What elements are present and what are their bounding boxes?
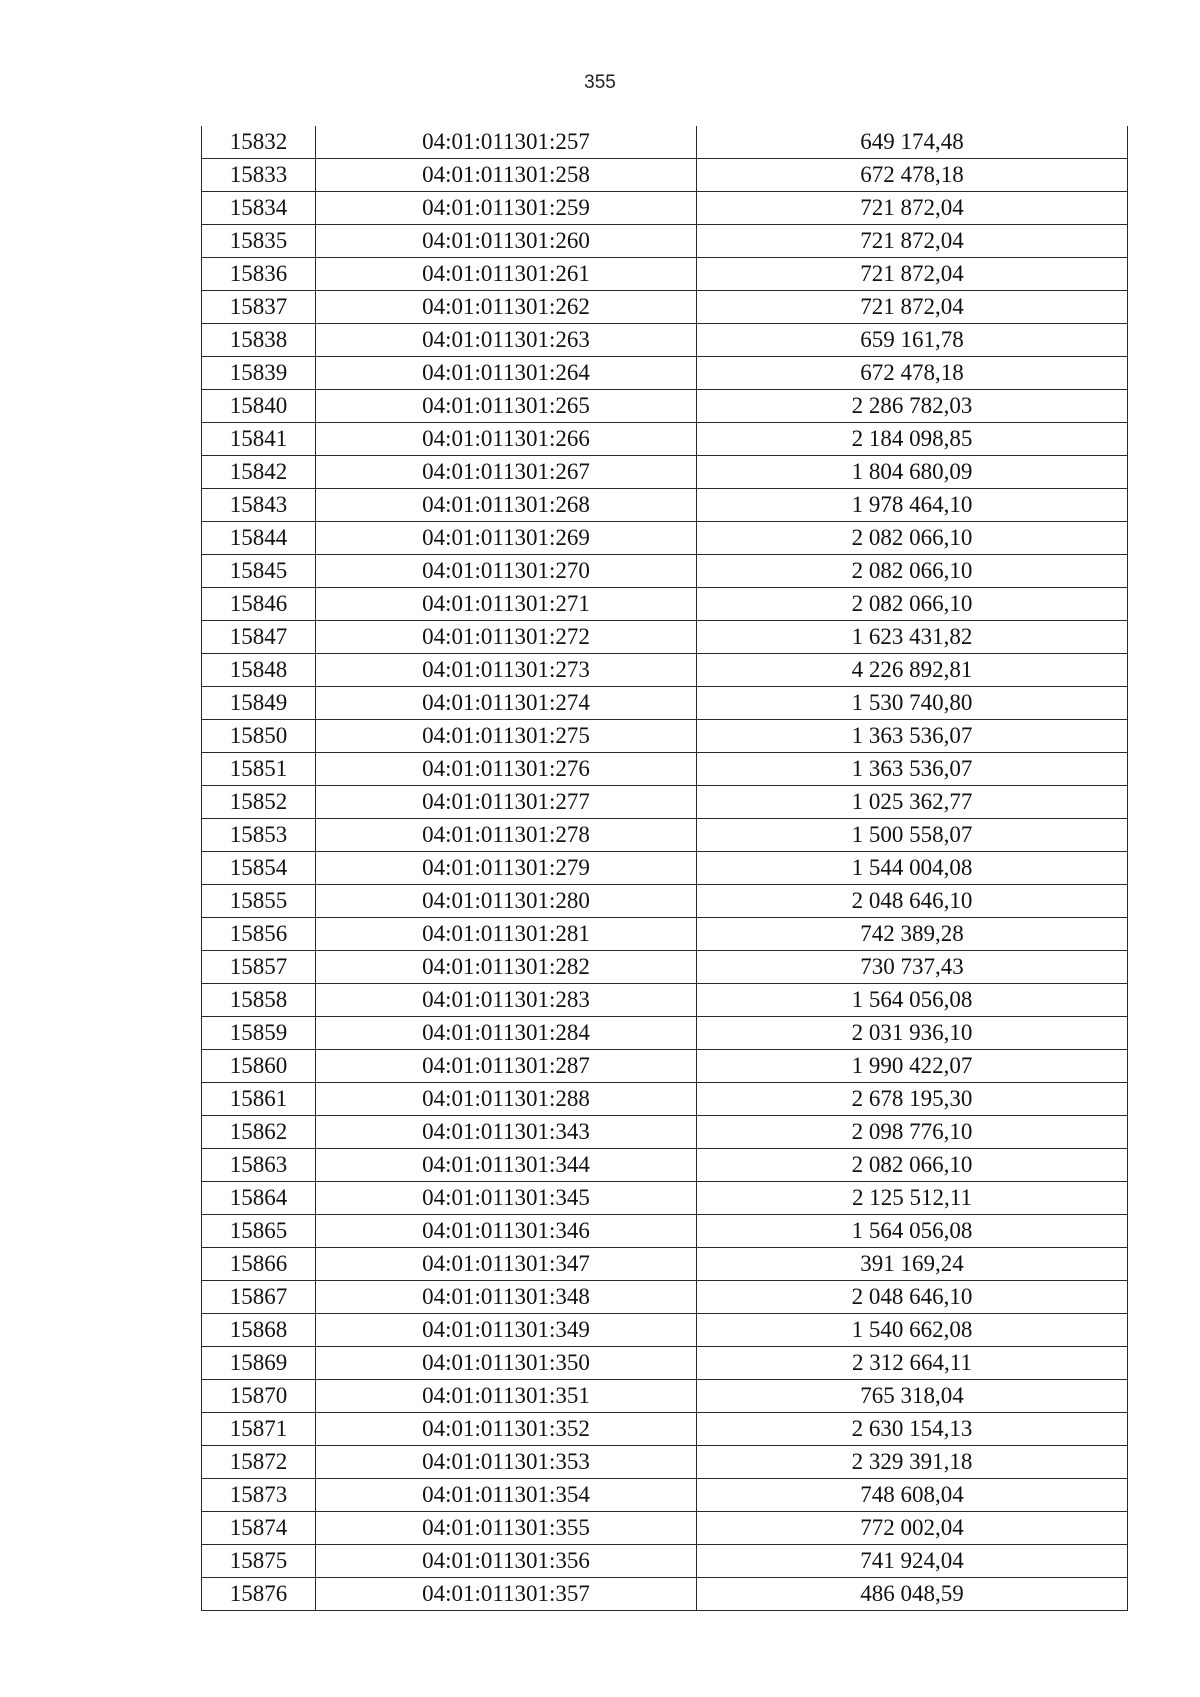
row-number-cell: 15839 <box>202 357 316 390</box>
cadastral-number-cell: 04:01:011301:265 <box>316 390 697 423</box>
cadastral-value-cell: 1 540 662,08 <box>697 1314 1128 1347</box>
table-row <box>202 621 1128 654</box>
table-row <box>202 423 1128 456</box>
row-number-cell: 15832 <box>202 126 316 159</box>
cadastral-number-cell: 04:01:011301:264 <box>316 357 697 390</box>
row-number-cell: 15874 <box>202 1512 316 1545</box>
table-row <box>202 1314 1128 1347</box>
table-row <box>202 588 1128 621</box>
table-row <box>202 687 1128 720</box>
cadastral-number-cell: 04:01:011301:272 <box>316 621 697 654</box>
table-row <box>202 1248 1128 1281</box>
row-number-cell: 15842 <box>202 456 316 489</box>
row-number-cell: 15865 <box>202 1215 316 1248</box>
row-number-cell: 15844 <box>202 522 316 555</box>
cadastral-number-cell: 04:01:011301:287 <box>316 1050 697 1083</box>
cadastral-value-cell: 1 623 431,82 <box>697 621 1128 654</box>
cadastral-number-cell: 04:01:011301:259 <box>316 192 697 225</box>
table-row <box>202 555 1128 588</box>
cadastral-number-cell: 04:01:011301:258 <box>316 159 697 192</box>
cadastral-value-cell: 1 544 004,08 <box>697 852 1128 885</box>
table-row <box>202 885 1128 918</box>
cadastral-value-cell: 721 872,04 <box>697 258 1128 291</box>
cadastral-value-cell: 1 990 422,07 <box>697 1050 1128 1083</box>
table-row <box>202 1050 1128 1083</box>
cadastral-value-cell: 2 125 512,11 <box>697 1182 1128 1215</box>
row-number-cell: 15846 <box>202 588 316 621</box>
table-row <box>202 654 1128 687</box>
cadastral-value-cell: 672 478,18 <box>697 357 1128 390</box>
cadastral-value-cell: 2 286 782,03 <box>697 390 1128 423</box>
row-number-cell: 15852 <box>202 786 316 819</box>
cadastral-number-cell: 04:01:011301:263 <box>316 324 697 357</box>
cadastral-number-cell: 04:01:011301:351 <box>316 1380 697 1413</box>
row-number-cell: 15850 <box>202 720 316 753</box>
cadastral-number-cell: 04:01:011301:276 <box>316 753 697 786</box>
cadastral-value-cell: 2 184 098,85 <box>697 423 1128 456</box>
row-number-cell: 15875 <box>202 1545 316 1578</box>
cadastral-number-cell: 04:01:011301:261 <box>316 258 697 291</box>
cadastral-value-cell: 2 678 195,30 <box>697 1083 1128 1116</box>
cadastral-value-cell: 486 048,59 <box>697 1578 1128 1611</box>
cadastral-number-cell: 04:01:011301:281 <box>316 918 697 951</box>
cadastral-value-cell: 721 872,04 <box>697 291 1128 324</box>
cadastral-number-cell: 04:01:011301:353 <box>316 1446 697 1479</box>
cadastral-value-cell: 672 478,18 <box>697 159 1128 192</box>
table-row <box>202 489 1128 522</box>
cadastral-number-cell: 04:01:011301:275 <box>316 720 697 753</box>
cadastral-value-cell: 2 082 066,10 <box>697 555 1128 588</box>
cadastral-number-cell: 04:01:011301:349 <box>316 1314 697 1347</box>
cadastral-number-cell: 04:01:011301:282 <box>316 951 697 984</box>
cadastral-number-cell: 04:01:011301:271 <box>316 588 697 621</box>
cadastral-number-cell: 04:01:011301:352 <box>316 1413 697 1446</box>
table-row <box>202 192 1128 225</box>
cadastral-value-cell: 1 564 056,08 <box>697 984 1128 1017</box>
table-row <box>202 1578 1128 1611</box>
cadastral-number-cell: 04:01:011301:283 <box>316 984 697 1017</box>
row-number-cell: 15843 <box>202 489 316 522</box>
row-number-cell: 15861 <box>202 1083 316 1116</box>
cadastral-number-cell: 04:01:011301:346 <box>316 1215 697 1248</box>
cadastral-value-cell: 1 025 362,77 <box>697 786 1128 819</box>
cadastral-number-cell: 04:01:011301:354 <box>316 1479 697 1512</box>
table-row <box>202 819 1128 852</box>
table-row <box>202 1380 1128 1413</box>
cadastral-value-cell: 748 608,04 <box>697 1479 1128 1512</box>
cadastral-value-cell: 1 530 740,80 <box>697 687 1128 720</box>
row-number-cell: 15868 <box>202 1314 316 1347</box>
row-number-cell: 15869 <box>202 1347 316 1380</box>
row-number-cell: 15853 <box>202 819 316 852</box>
table-row <box>202 1545 1128 1578</box>
cadastral-value-cell: 730 737,43 <box>697 951 1128 984</box>
table-row <box>202 1215 1128 1248</box>
table-row <box>202 786 1128 819</box>
table-row <box>202 1446 1128 1479</box>
cadastral-value-cell: 2 082 066,10 <box>697 1149 1128 1182</box>
row-number-cell: 15845 <box>202 555 316 588</box>
cadastral-number-cell: 04:01:011301:273 <box>316 654 697 687</box>
table-row <box>202 291 1128 324</box>
cadastral-number-cell: 04:01:011301:350 <box>316 1347 697 1380</box>
table-row <box>202 720 1128 753</box>
cadastral-value-cell: 659 161,78 <box>697 324 1128 357</box>
table-row <box>202 852 1128 885</box>
row-number-cell: 15871 <box>202 1413 316 1446</box>
row-number-cell: 15840 <box>202 390 316 423</box>
table-row <box>202 1083 1128 1116</box>
row-number-cell: 15841 <box>202 423 316 456</box>
cadastral-value-cell: 4 226 892,81 <box>697 654 1128 687</box>
table-row <box>202 1347 1128 1380</box>
cadastral-number-cell: 04:01:011301:279 <box>316 852 697 885</box>
row-number-cell: 15873 <box>202 1479 316 1512</box>
cadastral-value-cell: 742 389,28 <box>697 918 1128 951</box>
cadastral-number-cell: 04:01:011301:347 <box>316 1248 697 1281</box>
cadastral-number-cell: 04:01:011301:280 <box>316 885 697 918</box>
cadastral-number-cell: 04:01:011301:277 <box>316 786 697 819</box>
table-row <box>202 1182 1128 1215</box>
row-number-cell: 15866 <box>202 1248 316 1281</box>
cadastral-value-cell: 1 804 680,09 <box>697 456 1128 489</box>
table-row <box>202 225 1128 258</box>
cadastral-number-cell: 04:01:011301:270 <box>316 555 697 588</box>
row-number-cell: 15862 <box>202 1116 316 1149</box>
row-number-cell: 15847 <box>202 621 316 654</box>
row-number-cell: 15857 <box>202 951 316 984</box>
cadastral-number-cell: 04:01:011301:348 <box>316 1281 697 1314</box>
row-number-cell: 15837 <box>202 291 316 324</box>
cadastral-value-cell: 2 630 154,13 <box>697 1413 1128 1446</box>
cadastral-number-cell: 04:01:011301:266 <box>316 423 697 456</box>
table-row <box>202 258 1128 291</box>
cadastral-value-cell: 1 564 056,08 <box>697 1215 1128 1248</box>
cadastral-value-cell: 1 363 536,07 <box>697 720 1128 753</box>
cadastral-value-cell: 2 098 776,10 <box>697 1116 1128 1149</box>
table-row <box>202 324 1128 357</box>
table-row <box>202 1479 1128 1512</box>
row-number-cell: 15867 <box>202 1281 316 1314</box>
table-row <box>202 984 1128 1017</box>
table-row <box>202 522 1128 555</box>
table-row <box>202 126 1128 159</box>
cadastral-value-cell: 2 048 646,10 <box>697 1281 1128 1314</box>
row-number-cell: 15854 <box>202 852 316 885</box>
cadastral-value-cell: 2 031 936,10 <box>697 1017 1128 1050</box>
cadastral-value-cell: 1 500 558,07 <box>697 819 1128 852</box>
table-row <box>202 390 1128 423</box>
cadastral-number-cell: 04:01:011301:344 <box>316 1149 697 1182</box>
cadastral-value-cell: 765 318,04 <box>697 1380 1128 1413</box>
row-number-cell: 15864 <box>202 1182 316 1215</box>
row-number-cell: 15835 <box>202 225 316 258</box>
cadastral-number-cell: 04:01:011301:343 <box>316 1116 697 1149</box>
row-number-cell: 15859 <box>202 1017 316 1050</box>
cadastral-value-cell: 1 363 536,07 <box>697 753 1128 786</box>
cadastral-number-cell: 04:01:011301:288 <box>316 1083 697 1116</box>
cadastral-value-cell: 741 924,04 <box>697 1545 1128 1578</box>
table-row <box>202 1116 1128 1149</box>
table-row <box>202 918 1128 951</box>
cadastral-value-cell: 2 312 664,11 <box>697 1347 1128 1380</box>
cadastral-number-cell: 04:01:011301:357 <box>316 1578 697 1611</box>
cadastral-value-cell: 2 082 066,10 <box>697 588 1128 621</box>
table-row <box>202 1017 1128 1050</box>
cadastral-number-cell: 04:01:011301:356 <box>316 1545 697 1578</box>
cadastral-number-cell: 04:01:011301:260 <box>316 225 697 258</box>
cadastral-value-cell: 721 872,04 <box>697 225 1128 258</box>
row-number-cell: 15848 <box>202 654 316 687</box>
table-row <box>202 951 1128 984</box>
cadastral-number-cell: 04:01:011301:345 <box>316 1182 697 1215</box>
cadastral-value-cell: 2 329 391,18 <box>697 1446 1128 1479</box>
table-row <box>202 753 1128 786</box>
row-number-cell: 15849 <box>202 687 316 720</box>
table-row <box>202 159 1128 192</box>
cadastral-number-cell: 04:01:011301:355 <box>316 1512 697 1545</box>
row-number-cell: 15876 <box>202 1578 316 1611</box>
cadastral-number-cell: 04:01:011301:268 <box>316 489 697 522</box>
cadastral-value-cell: 2 082 066,10 <box>697 522 1128 555</box>
row-number-cell: 15851 <box>202 753 316 786</box>
cadastral-number-cell: 04:01:011301:262 <box>316 291 697 324</box>
cadastral-number-cell: 04:01:011301:267 <box>316 456 697 489</box>
table-row <box>202 357 1128 390</box>
row-number-cell: 15870 <box>202 1380 316 1413</box>
row-number-cell: 15860 <box>202 1050 316 1083</box>
cadastral-number-cell: 04:01:011301:284 <box>316 1017 697 1050</box>
row-number-cell: 15863 <box>202 1149 316 1182</box>
row-number-cell: 15872 <box>202 1446 316 1479</box>
table-row <box>202 1281 1128 1314</box>
cadastral-number-cell: 04:01:011301:278 <box>316 819 697 852</box>
row-number-cell: 15834 <box>202 192 316 225</box>
row-number-cell: 15858 <box>202 984 316 1017</box>
cadastral-number-cell: 04:01:011301:274 <box>316 687 697 720</box>
cadastral-value-cell: 721 872,04 <box>697 192 1128 225</box>
cadastral-value-cell: 649 174,48 <box>697 126 1128 159</box>
cadastral-value-cell: 2 048 646,10 <box>697 885 1128 918</box>
cadastral-value-table <box>201 126 1128 1611</box>
row-number-cell: 15836 <box>202 258 316 291</box>
table-row <box>202 1149 1128 1182</box>
row-number-cell: 15833 <box>202 159 316 192</box>
page-number: 355 <box>584 72 616 93</box>
table-row <box>202 1413 1128 1446</box>
table-body <box>202 126 1128 1611</box>
cadastral-value-cell: 391 169,24 <box>697 1248 1128 1281</box>
row-number-cell: 15856 <box>202 918 316 951</box>
cadastral-number-cell: 04:01:011301:257 <box>316 126 697 159</box>
cadastral-number-cell: 04:01:011301:269 <box>316 522 697 555</box>
row-number-cell: 15838 <box>202 324 316 357</box>
cadastral-value-cell: 1 978 464,10 <box>697 489 1128 522</box>
table-row <box>202 1512 1128 1545</box>
table-row <box>202 456 1128 489</box>
row-number-cell: 15855 <box>202 885 316 918</box>
cadastral-value-cell: 772 002,04 <box>697 1512 1128 1545</box>
